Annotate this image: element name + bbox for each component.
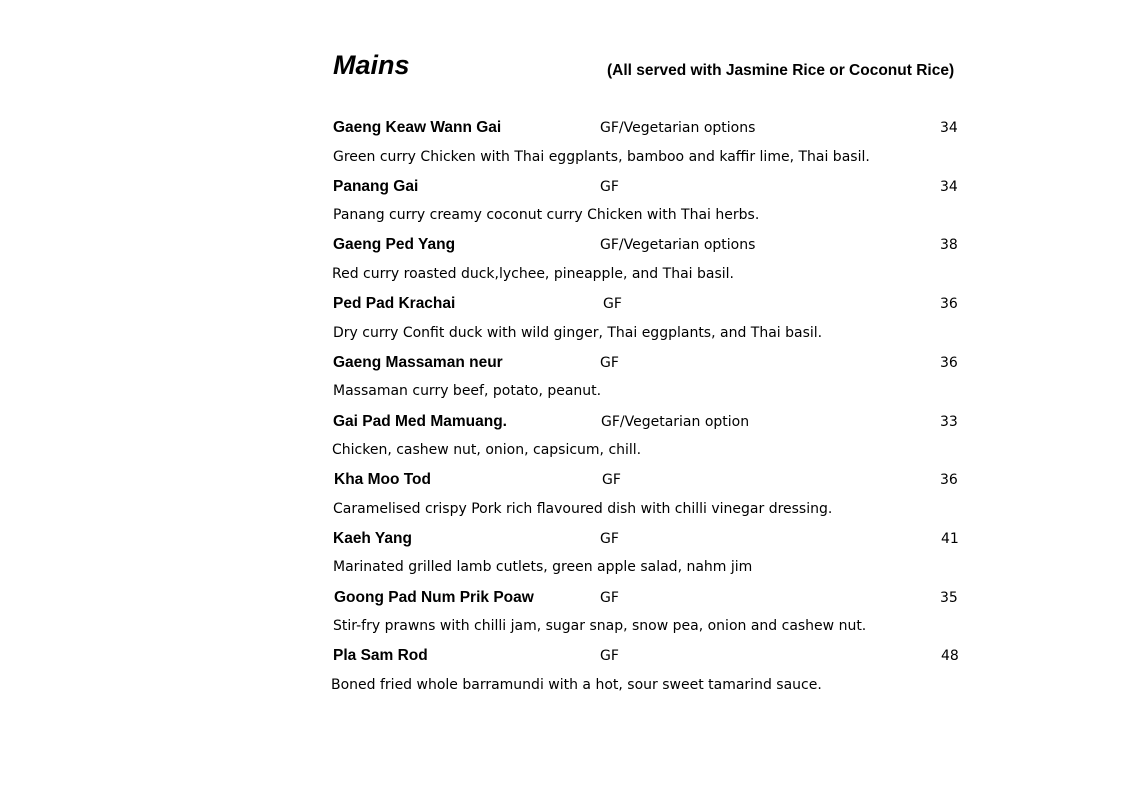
dish-description: Massaman curry beef, potato, peanut.: [333, 383, 602, 400]
dietary-tag: GF: [600, 178, 619, 195]
dish-name: Kaeh Yang: [333, 529, 412, 547]
dish-name: Pla Sam Rod: [333, 647, 428, 665]
dish-description: Caramelised crispy Pork rich flavoured dish with chilli vinegar dressing.: [333, 500, 833, 517]
dish-description: Boned fried whole barramundi with a hot, sour sweet tamarind sauce.: [331, 676, 822, 693]
dish-price: 34: [940, 120, 958, 136]
dish-description: Dry curry Confit duck with wild ginger, Thai eggplants, and Thai basil.: [333, 324, 823, 341]
dish-description: Chicken, cashew nut, onion, capsicum, chill.: [332, 442, 642, 458]
dish-name: Gaeng Ped Yang: [333, 236, 456, 254]
dietary-tag: GF/Vegetarian options: [600, 237, 756, 254]
dish-price: 48: [941, 648, 959, 665]
dish-name: Gaeng Massaman neur: [333, 353, 503, 371]
dish-name: Gaeng Keaw Wann Gai: [333, 119, 502, 136]
dietary-tag: GF: [602, 472, 621, 489]
dish-description: Green curry Chicken with Thai eggplants, bamboo and kaffir lime, Thai basil.: [333, 148, 870, 165]
dietary-tag: GF: [600, 589, 619, 606]
page-subtitle: (All served with Jasmine Rice or Coconut Rice): [607, 62, 955, 79]
dish-name: Gai Pad Med Mamuang.: [333, 412, 507, 430]
dish-description: Marinated grilled lamb cutlets, green apple salad, nahm jim: [333, 559, 753, 576]
dish-price: 34: [940, 178, 958, 195]
dish-name: Ped Pad Krachai: [333, 295, 456, 313]
dietary-tag: GF: [603, 296, 622, 313]
dish-description: Stir-fry prawns with chilli jam, sugar snap, snow pea, onion and cashew nut.: [333, 618, 867, 635]
dietary-tag: GF/Vegetarian option: [601, 413, 750, 430]
dietary-tag: GF/Vegetarian options: [600, 120, 756, 136]
dish-name: Kha Moo Tod: [334, 471, 431, 489]
dietary-tag: GF: [600, 530, 619, 547]
dish-name: Goong Pad Num Prik Poaw: [334, 588, 534, 606]
dish-price: 35: [940, 589, 958, 606]
dish-description: Panang curry creamy coconut curry Chicken with Thai herbs.: [333, 207, 760, 224]
page-title: Mains: [333, 50, 410, 80]
dietary-tag: GF: [600, 354, 619, 371]
dish-price: 36: [940, 354, 958, 371]
dish-price: 41: [941, 530, 959, 547]
dietary-tag: GF: [600, 648, 619, 665]
dish-description: Red curry roasted duck,lychee, pineapple, and Thai basil.: [332, 265, 734, 282]
dish-price: 36: [940, 472, 958, 489]
dish-price: 36: [940, 296, 958, 313]
dish-price: 33: [940, 413, 958, 430]
dish-price: 38: [940, 237, 958, 254]
dish-name: Panang Gai: [333, 177, 419, 195]
